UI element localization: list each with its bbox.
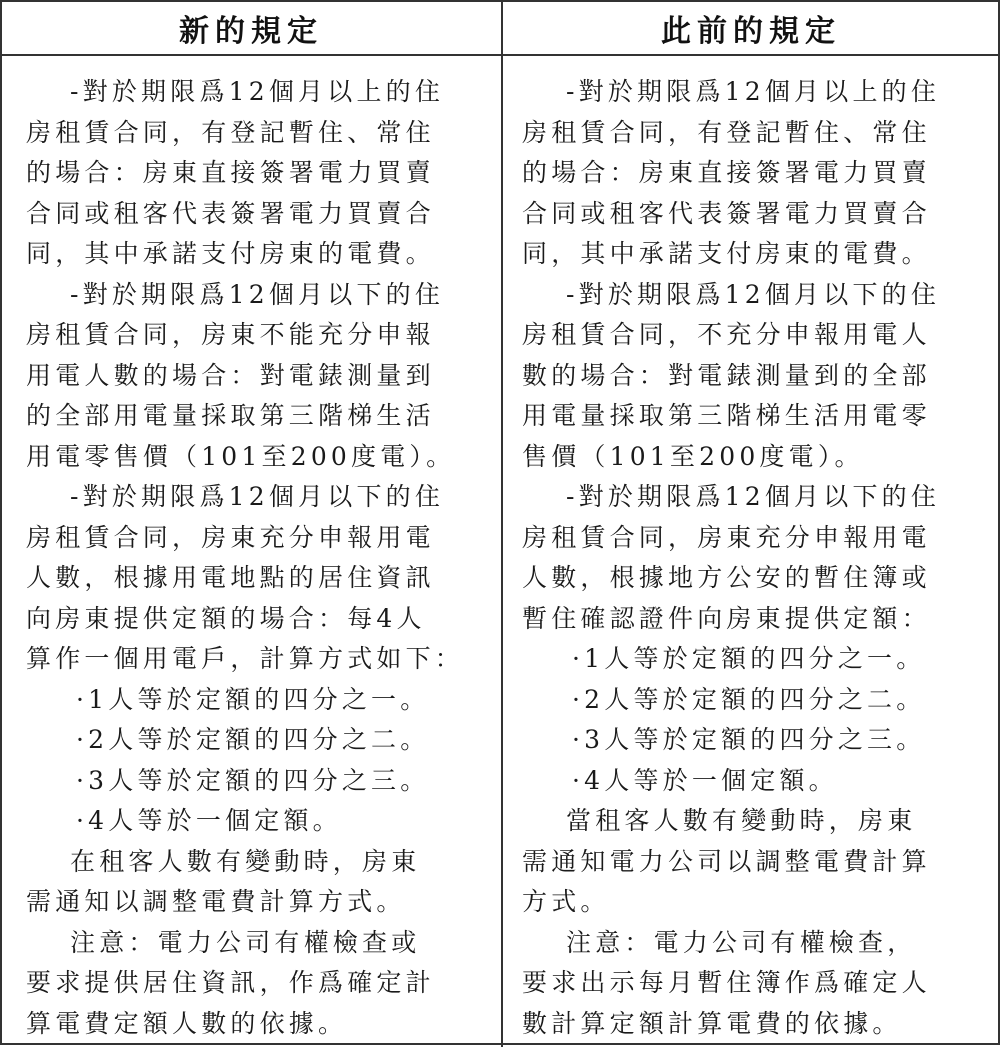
new-rules-text-line: -對於期限爲12個月以下的住 [70, 279, 445, 309]
previous-rules-text-line: -對於期限爲12個月以上的住 [566, 77, 941, 106]
new-rules-text-line: 的全部用電量採取第三階梯生活 [26, 401, 435, 430]
new-rules-text-line: 人數，根據用電地點的居住資訊 [26, 563, 435, 592]
previous-rules-text-line: 同，其中承諾支付房東的電費。 [522, 239, 931, 268]
previous-rules-text-line: 售價（101至200度電）。 [522, 441, 864, 471]
new-rules-header: 新的規定 [179, 14, 323, 49]
new-rules-text-line: 注意：電力公司有權檢查或 [70, 927, 421, 957]
previous-rules-text-line: ·1人等於定額的四分之一。 [572, 644, 926, 673]
new-rules-text-line: 算電費定額人數的依據。 [26, 1008, 348, 1038]
previous-rules-text-line: 數計算定額計算電費的依據。 [522, 1008, 902, 1038]
previous-rules-text-line: -對於期限爲12個月以下的住 [566, 482, 941, 511]
new-rules-text-line: 合同或租客代表簽署電力買賣合 [26, 198, 435, 228]
new-rules-text-line: ·2人等於定額的四分之二。 [76, 725, 430, 754]
previous-rules-text-line: 要求出示每月暫住簿作爲確定人 [522, 968, 931, 997]
previous-rules-text-line: 方式。 [522, 887, 610, 916]
previous-rules-text-line: -對於期限爲12個月以下的住 [566, 279, 941, 309]
new-rules-column [26, 72, 484, 1044]
new-rules-text-line: 向房東提供定額的場合：每4人 [26, 603, 426, 633]
previous-rules-text-line: 暫住確認證件向房東提供定額： [522, 603, 931, 633]
previous-rules-column [522, 72, 980, 1044]
column-divider [501, 2, 503, 1047]
previous-rules-text-line: ·2人等於定額的四分之二。 [572, 684, 926, 714]
previous-rules-text-line: 房租賃合同，房東充分申報用電 [522, 522, 931, 552]
new-rules-text-line: 用電人數的場合：對電錶測量到 [26, 360, 435, 390]
new-rules-text-line: 房租賃合同，房東不能充分申報 [26, 320, 435, 349]
previous-rules-text-line: 房租賃合同，有登記暫住、常住 [522, 117, 931, 147]
new-rules-text-line: 需通知以調整電費計算方式。 [26, 887, 406, 916]
new-rules-text-line: ·4人等於一個定額。 [76, 806, 342, 835]
previous-rules-text-line: 的場合：房東直接簽署電力買賣 [522, 158, 931, 187]
previous-rules-text-line: 數的場合：對電錶測量到的全部 [522, 360, 931, 390]
new-rules-text-line: 算作一個用電戶，計算方式如下： [26, 644, 465, 673]
previous-rules-text-line: 房租賃合同，不充分申報用電人 [522, 320, 931, 349]
previous-rules-header: 此前的規定 [661, 14, 841, 49]
new-rules-text-line: 房租賃合同，房東充分申報用電 [26, 522, 435, 552]
new-rules-text-line: ·3人等於定額的四分之三。 [76, 765, 430, 795]
table-header-row [2, 2, 998, 56]
new-rules-text-line: 要求提供居住資訊，作爲確定計 [26, 968, 435, 997]
previous-rules-text-line: 當租客人數有變動時，房東 [566, 806, 917, 835]
new-rules-text-line: 在租客人數有變動時，房東 [70, 846, 421, 876]
new-rules-text-line: -對於期限爲12個月以下的住 [70, 482, 445, 511]
previous-rules-text-line: 合同或租客代表簽署電力買賣合 [522, 198, 931, 228]
previous-rules-text-line: 人數，根據地方公安的暫住簿或 [522, 563, 931, 592]
previous-rules-text-line: 注意：電力公司有權檢查， [566, 927, 917, 957]
previous-rules-text-line: 需通知電力公司以調整電費計算 [522, 846, 931, 876]
new-rules-text-line: 房租賃合同，有登記暫住、常住 [26, 117, 435, 147]
new-rules-text-line: ·1人等於定額的四分之一。 [76, 684, 430, 714]
new-rules-text-line: 用電零售價（101至200度電）。 [26, 441, 456, 471]
new-rules-text-line: -對於期限爲12個月以上的住 [70, 77, 445, 106]
previous-rules-text-line: ·3人等於定額的四分之三。 [572, 725, 926, 754]
new-rules-text-line: 同，其中承諾支付房東的電費。 [26, 239, 435, 268]
previous-rules-text-line: ·4人等於一個定額。 [572, 765, 838, 795]
new-rules-text-line: 的場合：房東直接簽署電力買賣 [26, 158, 435, 187]
previous-rules-text-line: 用電量採取第三階梯生活用電零 [522, 401, 931, 430]
